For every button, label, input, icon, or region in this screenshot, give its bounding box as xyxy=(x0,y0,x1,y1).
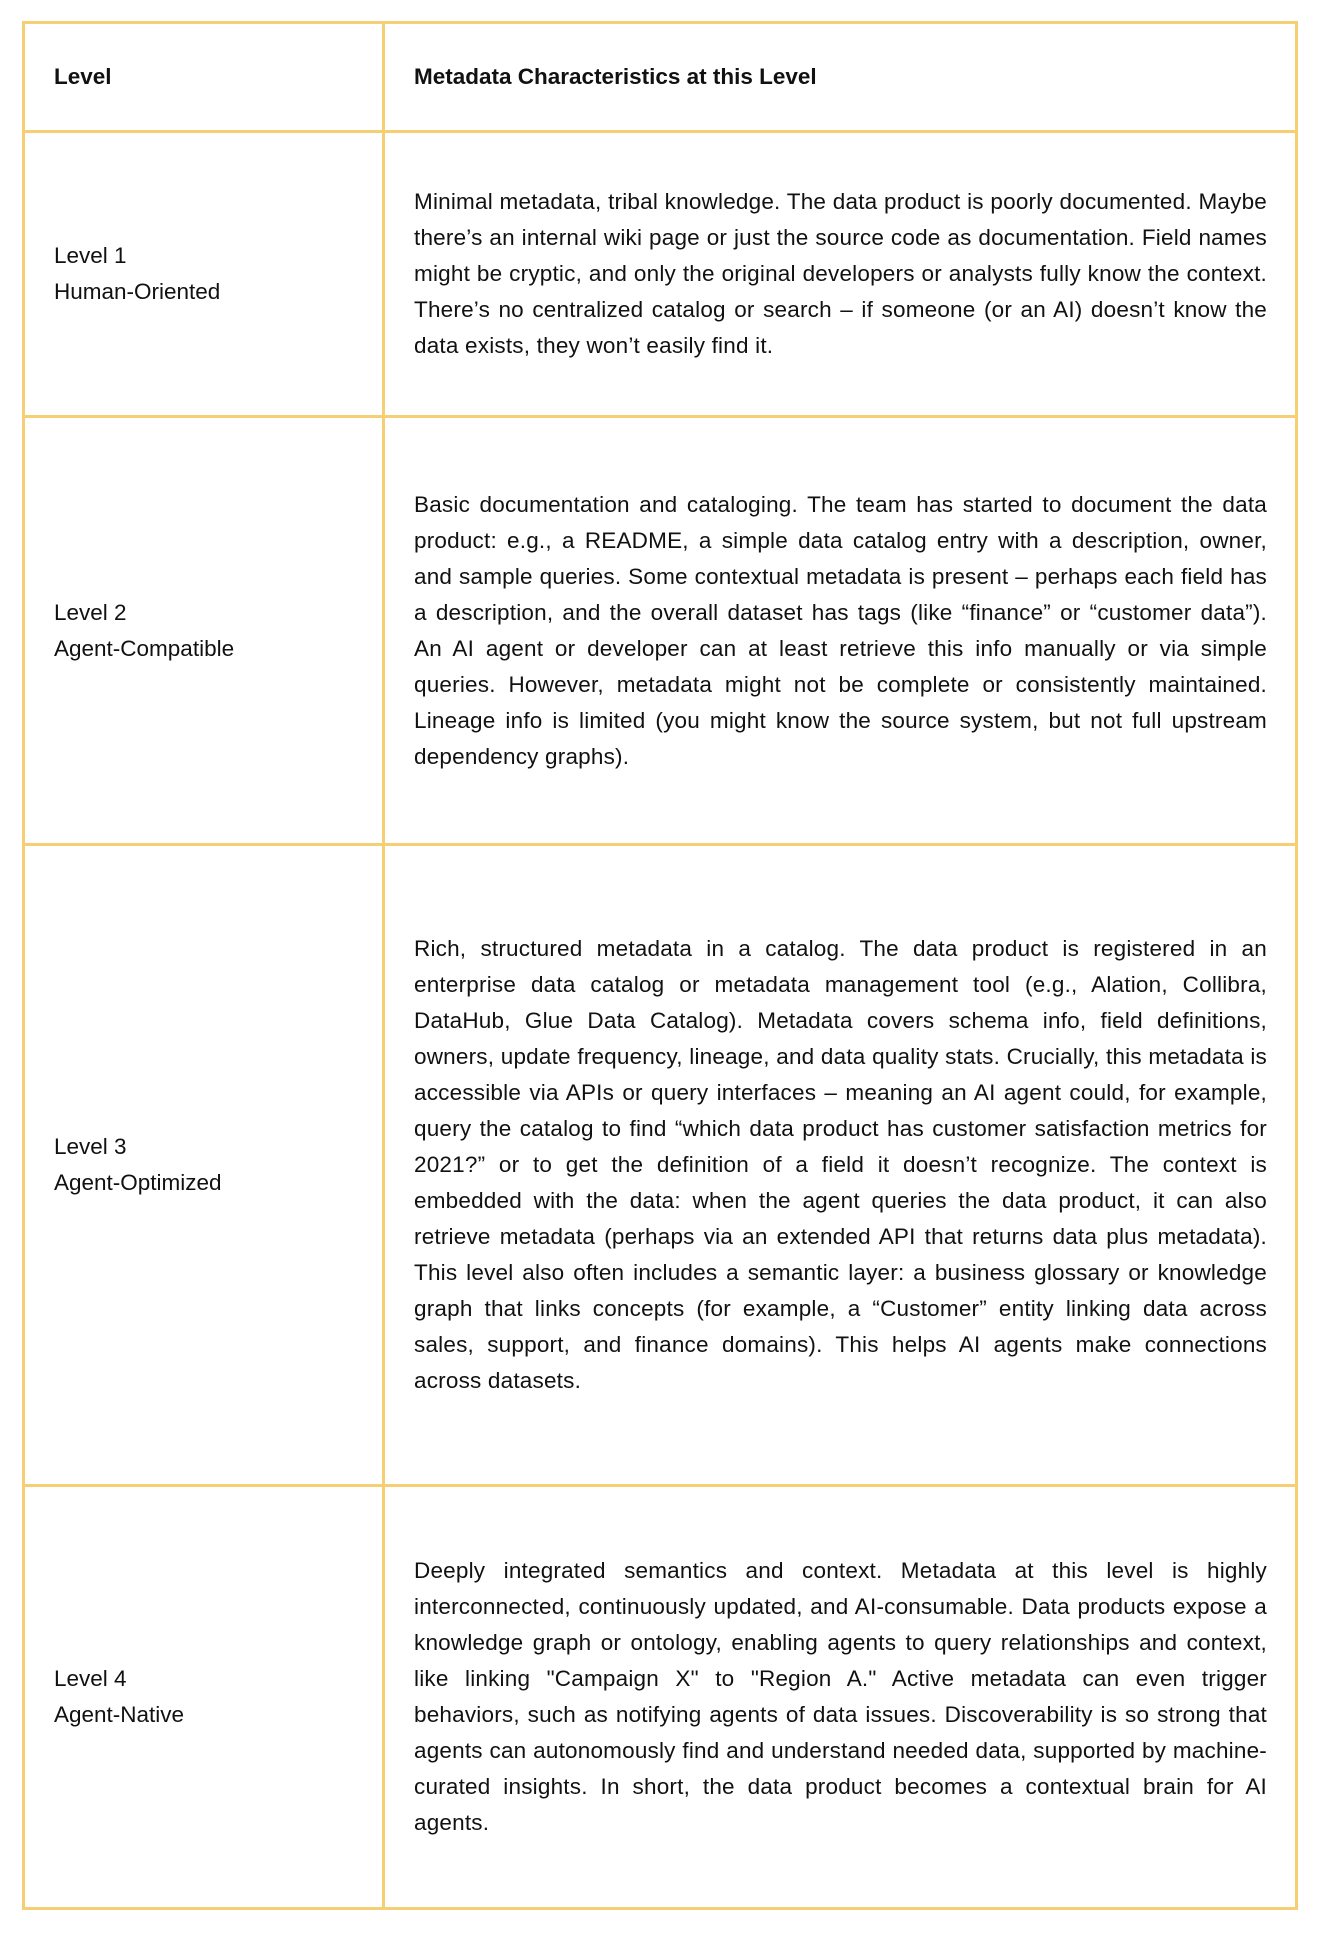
level-cell xyxy=(24,417,384,845)
level-name: Agent-Native xyxy=(54,1702,185,1727)
level-number: Level 4 xyxy=(54,1666,127,1691)
level-cell xyxy=(24,845,384,1486)
description-cell: Basic documentation and cataloging. The team has started to document the data product: e.g., a README, a simple data catalog entry with a description, owner, and sample queries. Some contextual metadata is present – perhaps each field has a description, and the overall dataset has tags (like “finance” or “customer data”). An AI agent or developer can at least retrieve this info manually or via simple queries. However, metadata might not be complete or consistently maintained. Lineage info is limited (you might know the source system, but not full upstream dependency graphs). xyxy=(384,417,1297,845)
level-number: Level 2 xyxy=(54,599,127,625)
description-cell: Deeply integrated semantics and context. Metadata at this level is highly interconnected, continuously updated, and AI-consumable. Data products expose a knowledge graph or ontology, enabling agents to query relationships and context, like linking "Campaign X" to "Region A." Active metadata can even trigger behaviors, such as notifying agents of data issues. Discoverability is so strong that agents can autonomously find and understand needed data, supported by machine-curated insights. In short, the data product becomes a contextual brain for AI agents. xyxy=(384,1486,1297,1909)
table-row xyxy=(24,1486,1297,1909)
description-cell: Rich, structured metadata in a catalog. The data product is registered in an enterprise data catalog or metadata management tool (e.g., Alation, Collibra, DataHub, Glue Data Catalog). Metadata covers schema info, field definitions, owners, update frequency, lineage, and data quality stats. Crucially, this metadata is accessible via APIs or query interfaces – meaning an AI agent could, for example, query the catalog to find “which data product has customer satisfaction metrics for 2021?” or to get the definition of a field it doesn’t recognize. The context is embedded with the data: when the agent queries the data product, it can also retrieve metadata (perhaps via an extended API that returns data plus metadata). This level also often includes a semantic layer: a business glossary or knowledge graph that links concepts (for example, a “Customer” entity linking data across sales, support, and finance domains). This helps AI agents make connections across datasets. xyxy=(384,845,1297,1486)
header-characteristics: Metadata Characteristics at this Level xyxy=(384,23,1297,132)
level-cell xyxy=(24,132,384,417)
level-number: Level 1 xyxy=(54,243,127,268)
header-level: Level xyxy=(24,23,384,132)
level-number: Level 3 xyxy=(54,1134,127,1159)
table-header-row xyxy=(24,23,1297,132)
level-cell xyxy=(24,1486,384,1909)
table-row xyxy=(24,417,1297,845)
level-name: Agent-Optimized xyxy=(54,1170,222,1195)
table-row xyxy=(24,845,1297,1486)
table-row xyxy=(24,132,1297,417)
metadata-levels-table xyxy=(22,21,1298,1910)
level-name: Agent-Compatible xyxy=(54,635,235,661)
description-cell: Minimal metadata, tribal knowledge. The data product is poorly documented. Maybe there’s an internal wiki page or just the source code as documentation. Field names might be cryptic, and only the original developers or analysts fully know the context. There’s no centralized catalog or search – if someone (or an AI) doesn’t know the data exists, they won’t easily find it. xyxy=(384,132,1297,417)
level-name: Human-Oriented xyxy=(54,279,221,304)
